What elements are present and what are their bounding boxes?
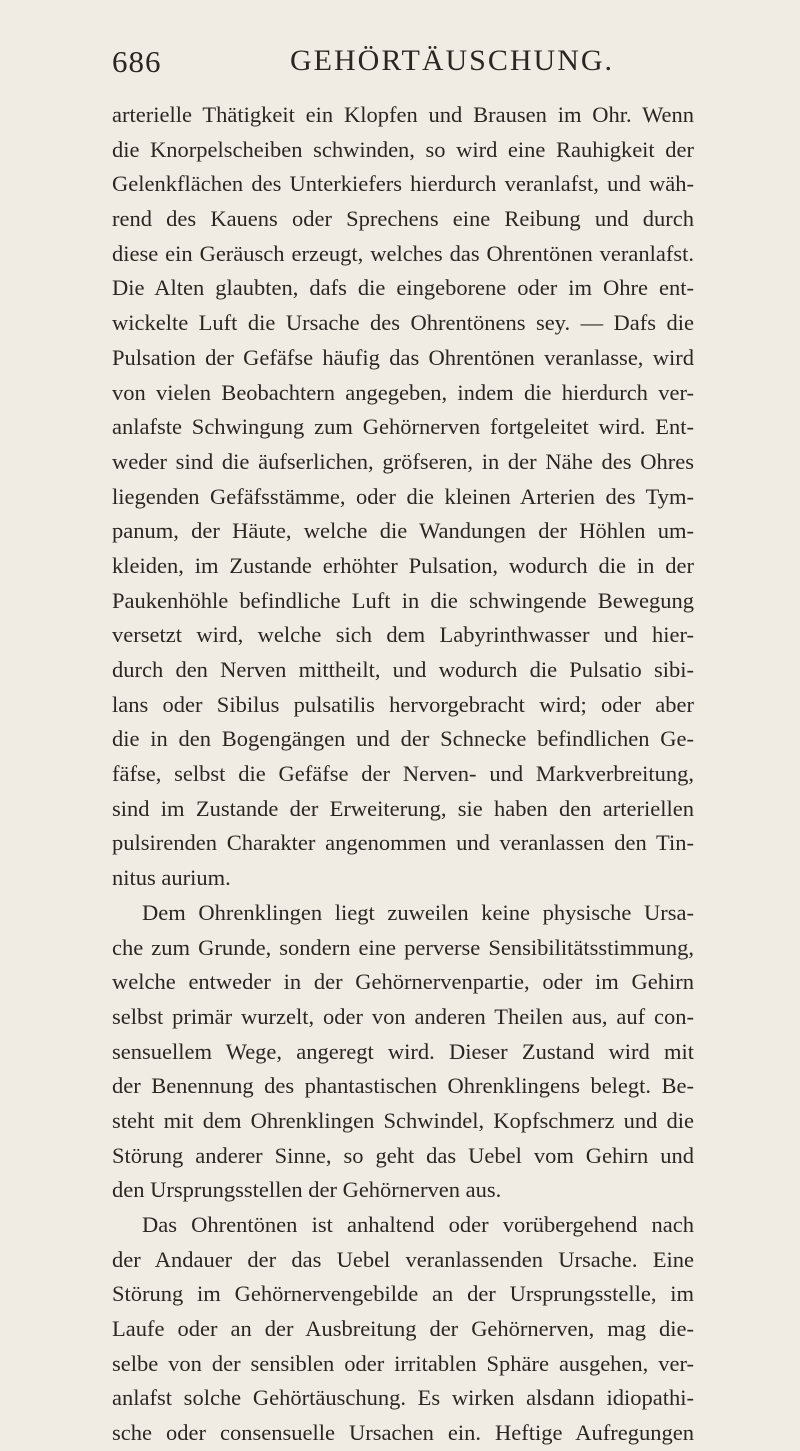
text-line: steht mit dem Ohrenklingen Schwindel, Kopfschmerz und die (112, 1107, 694, 1133)
text-line: von vielen Beobachtern angegeben, indem die hierdurch ver- (112, 379, 694, 405)
text-line: kleiden, im Zustande erhöhter Pulsation, wodurch die in der (112, 552, 694, 578)
text-line: weder sind die äufserlichen, gröfseren, in der Nähe des Ohres (112, 448, 694, 474)
text-line: Dem Ohrenklingen liegt zuweilen keine physische Ursa- (142, 899, 694, 925)
text-line: sche oder consensuelle Ursachen ein. Heftige Aufregungen (112, 1420, 694, 1446)
text-line: welche entweder in der Gehörnervenpartie, oder im Gehirn (112, 969, 694, 995)
text-line: diese ein Geräusch erzeugt, welches das Ohrentönen veranlafst. (112, 240, 694, 266)
text-line: liegenden Gefäfsstämme, oder die kleinen Arterien des Tym- (112, 483, 694, 509)
text-line: Paukenhöhle befindliche Luft in die schwingende Bewegung (112, 587, 694, 613)
text-line: Das Ohrentönen ist anhaltend oder vorübergehend nach (142, 1212, 694, 1237)
page-header (112, 44, 712, 88)
text-line: selbst primär wurzelt, oder von anderen Theilen aus, auf con- (112, 1003, 694, 1029)
running-title: GEHÖRTÄUSCHUNG. (290, 44, 615, 77)
text-line: Pulsation der Gefäfse häufig das Ohrentönen veranlasse, wird (112, 344, 694, 370)
text-line: anlafst solche Gehörtäuschung. Es wirken alsdann idiopathi- (112, 1385, 694, 1411)
text-line: die in den Bogengängen und der Schnecke befindlichen Ge- (112, 726, 694, 752)
text-line: anlafste Schwingung zum Gehörnerven fortgeleitet wird. Ent- (112, 414, 694, 440)
text-line: wickelte Luft die Ursache des Ohrentönens sey. — Dafs die (112, 310, 694, 336)
text-line: Störung anderer Sinne, so geht das Uebel vom Gehirn und (112, 1142, 694, 1168)
text-line: der Benennung des phantastischen Ohrenklingens belegt. Be- (112, 1073, 694, 1099)
text-line: die Knorpelscheiben schwinden, so wird eine Rauhigkeit der (112, 136, 694, 162)
text-line: selbe von der sensiblen oder irritablen Sphäre ausgehen, ver- (112, 1350, 694, 1376)
text-line: Störung im Gehörnervengebilde an der Ursprungsstelle, im (112, 1281, 694, 1307)
text-line: panum, der Häute, welche die Wandungen der Höhlen um- (112, 518, 694, 544)
text-line: che zum Grunde, sondern eine perverse Sensibilitätsstimmung, (112, 934, 694, 960)
text-line: Die Alten glaubten, dafs die eingeborene oder im Ohre ent- (112, 275, 694, 301)
text-line: arterielle Thätigkeit ein Klopfen und Brausen im Ohr. Wenn (112, 102, 694, 127)
text-line: Gelenkflächen des Unterkiefers hierdurch veranlafst, und wäh- (112, 171, 694, 197)
page-number: 686 (112, 44, 162, 79)
text-line: sensuellem Wege, angeregt wird. Dieser Zustand wird mit (112, 1038, 694, 1064)
body-text (112, 98, 694, 1451)
text-line: durch den Nerven mittheilt, und wodurch die Pulsatio sibi- (112, 657, 694, 682)
text-line: fäfse, selbst die Gefäfse der Nerven- und Markverbreitung, (112, 761, 694, 787)
text-line: der Andauer der das Uebel veranlassenden Ursache. Eine (112, 1246, 694, 1272)
text-line: lans oder Sibilus pulsatilis hervorgebracht wird; oder aber (112, 691, 694, 717)
text-line: pulsirenden Charakter angenommen und veranlassen den Tin- (112, 830, 694, 856)
text-line: Laufe oder an der Ausbreitung der Gehörnerven, mag die- (112, 1316, 694, 1342)
text-line: den Ursprungsstellen der Gehörnerven aus. (112, 1177, 502, 1203)
text-line: nitus aurium. (112, 865, 231, 891)
text-line: versetzt wird, welche sich dem Labyrinthwasser und hier- (112, 622, 694, 648)
text-line: rend des Kauens oder Sprechens eine Reibung und durch (112, 206, 694, 232)
text-line: sind im Zustande der Erweiterung, sie haben den arteriellen (112, 795, 694, 821)
